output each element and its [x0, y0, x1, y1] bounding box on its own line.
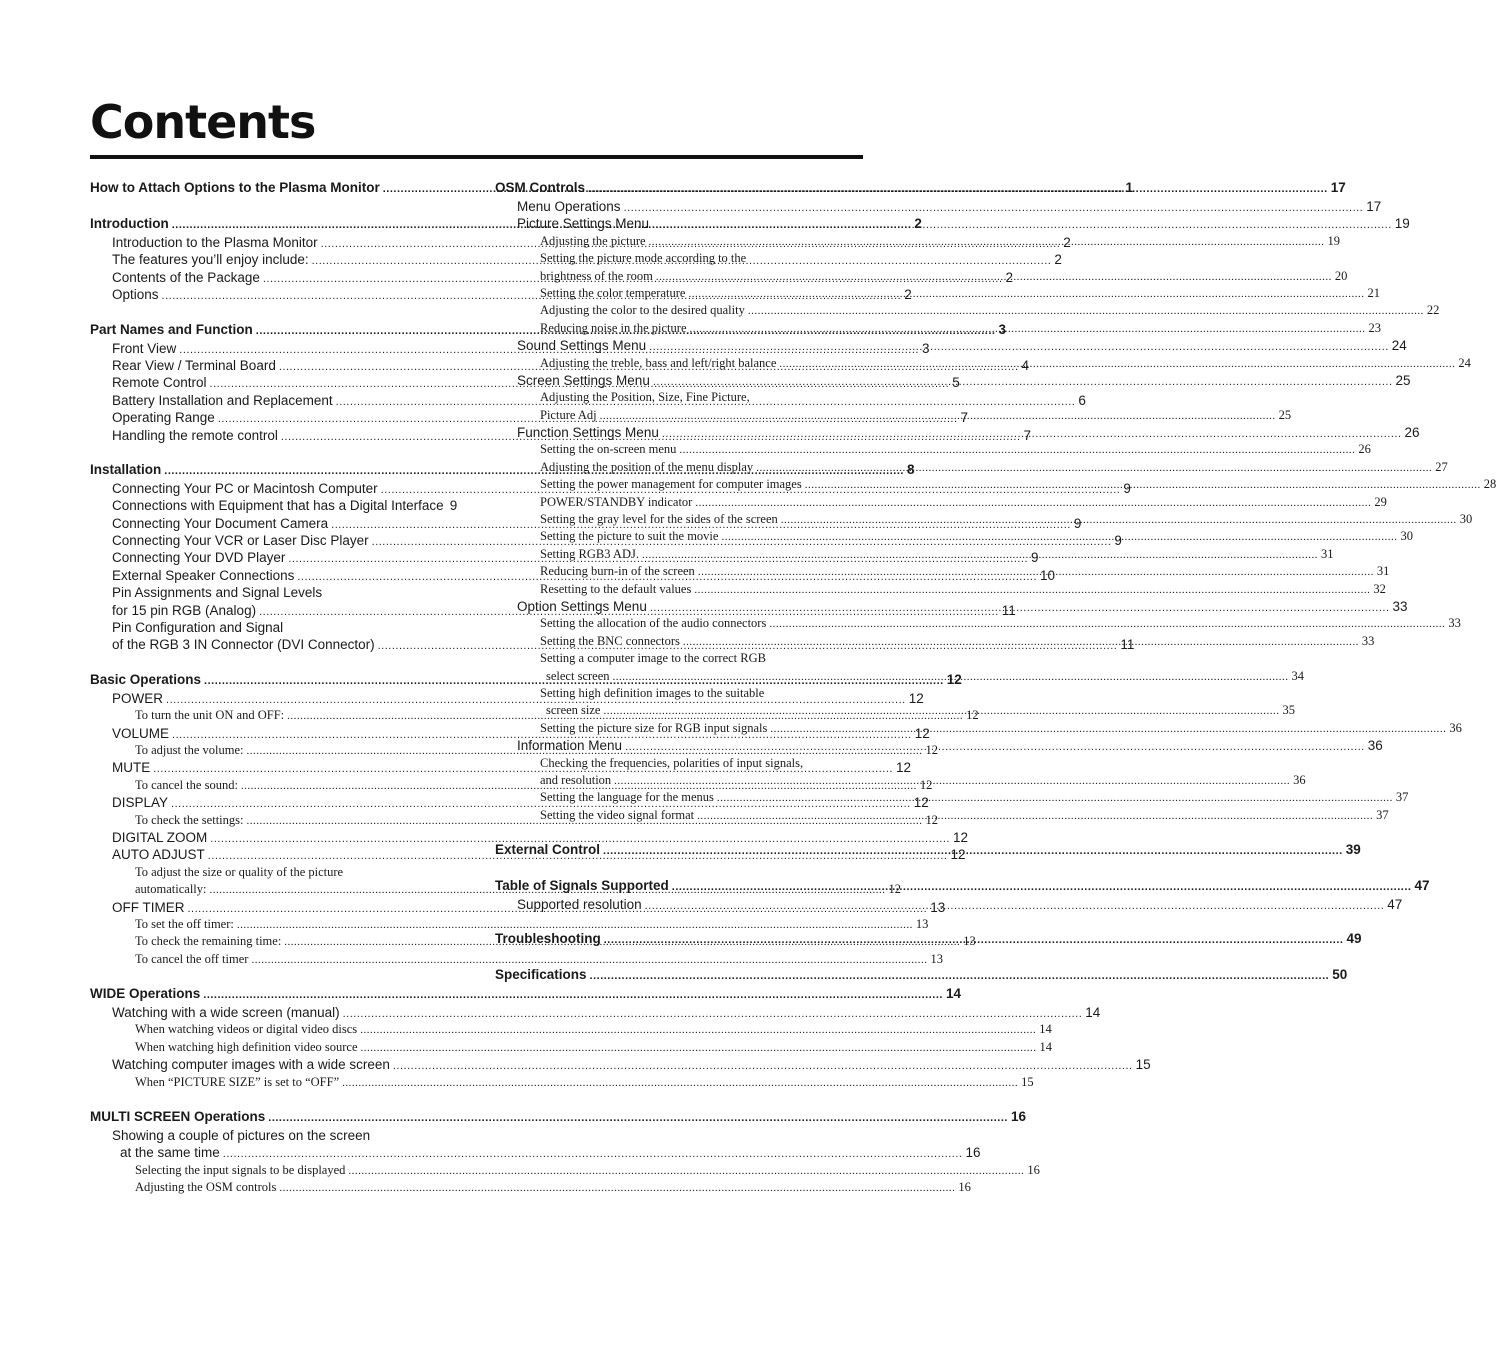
toc-entry-title: Connecting Your Document Camera [112, 515, 329, 531]
dot-leader [624, 200, 1364, 217]
toc-page-number: 9 [1031, 550, 1039, 566]
toc-entry-title: Option Settings Menu [517, 598, 647, 614]
dot-leader [679, 442, 1355, 459]
toc-page-number: 11 [1001, 602, 1016, 618]
toc-entry[interactable] [495, 494, 1387, 511]
toc-entry-title: VOLUME [112, 725, 170, 741]
toc-entry-title: Installation [90, 461, 162, 477]
toc-entry-title: brightness of the room [540, 268, 653, 283]
toc-entry-title: Setting the video signal format [540, 807, 695, 822]
toc-section-heading[interactable] [90, 984, 961, 1004]
toc-entry[interactable] [90, 619, 454, 636]
toc-entry[interactable] [495, 233, 1341, 250]
toc-page-number: 13 [930, 899, 946, 915]
toc-entry[interactable] [495, 285, 1380, 302]
toc-entry-title: for 15 pin RGB (Analog) [112, 602, 257, 618]
toc-page-number: 49 [1346, 931, 1362, 947]
toc-entry-title: How to Attach Options to the Plasma Monitor [90, 180, 380, 195]
toc-page-number: 12 [895, 760, 911, 776]
toc-entry[interactable] [495, 407, 1292, 424]
toc-entry[interactable] [495, 528, 1413, 545]
toc-entry-title: Connecting Your PC or Macintosh Computer [112, 480, 378, 496]
toc-entry-title: and resolution [540, 772, 612, 787]
toc-entry-title: Supported resolution [517, 897, 642, 913]
toc-page-number: 16 [1010, 1109, 1026, 1125]
dot-leader [683, 634, 1359, 651]
toc-entry-title: Battery Installation and Replacement [112, 392, 333, 408]
toc-entry[interactable] [90, 1074, 1034, 1091]
toc-page-number: 14 [1039, 1022, 1052, 1037]
dot-leader [603, 703, 1279, 720]
dot-leader [694, 582, 1370, 599]
toc-entry-title: To adjust the volume: [135, 742, 244, 757]
dot-leader [690, 321, 1366, 338]
toc-entry-title: Connecting Your DVD Player [112, 550, 286, 566]
toc-entry[interactable] [495, 755, 859, 772]
toc-page-number: 13 [963, 934, 976, 949]
toc-entry-title: When watching videos or digital video discs [135, 1022, 358, 1037]
toc-entry-title: Rear View / Terminal Board [112, 357, 276, 373]
dot-leader [770, 721, 1446, 738]
toc-entry-title: Setting RGB3 ADJ. [540, 546, 639, 561]
toc-page-number: 30 [1459, 512, 1473, 527]
toc-entry[interactable] [495, 372, 1411, 389]
toc-entry[interactable] [495, 511, 1473, 528]
toc-page-number: 29 [1374, 494, 1387, 509]
toc-entry-title: at the same time [120, 1145, 220, 1161]
toc-page-number: 12 [913, 795, 929, 811]
dot-leader [360, 1022, 1036, 1039]
toc-page-number: 23 [1368, 320, 1381, 335]
toc-entry-title: Introduction [90, 216, 169, 231]
toc-entry-title: Remote Control [112, 375, 207, 391]
toc-page-number: 1 [1125, 180, 1133, 195]
dot-leader [613, 669, 1289, 686]
toc-page-number: 2 [1054, 252, 1062, 268]
toc-entry-title: To cancel the sound: [135, 777, 238, 792]
toc-entry[interactable] [90, 1039, 1053, 1056]
dot-leader [756, 460, 1432, 477]
toc-entry-title: Adjusting the Position, Size, Fine Picture, [540, 390, 750, 405]
toc-entry-title: Menu Operations [517, 199, 621, 214]
toc-entry-title: Setting the allocation of the audio connectors [540, 616, 767, 631]
toc-entry-title: Checking the frequencies, polarities of input signals, [540, 755, 804, 770]
dot-leader [805, 477, 1481, 494]
toc-page-number: 36 [1449, 720, 1462, 735]
toc-entry-title: OSM Controls [495, 180, 585, 195]
toc-entry-title: Picture Adj [540, 407, 597, 422]
toc-page-number: 34 [1291, 668, 1305, 683]
toc-entry-title: Adjusting the OSM controls [135, 1180, 277, 1195]
toc-entry-title: Adjusting the position of the menu display [540, 459, 754, 474]
title-rule [90, 155, 863, 159]
toc-page-number: 12 [908, 690, 924, 706]
toc-page-number: 24 [1458, 355, 1471, 370]
toc-entry-title: AUTO ADJUST [112, 847, 205, 863]
dot-leader [748, 303, 1424, 320]
toc-entry[interactable] [90, 1162, 1040, 1179]
toc-page-number: 33 [1361, 633, 1375, 648]
toc-page-number: 17 [1330, 180, 1346, 195]
toc-entry-title: Showing a couple of pictures on the screen [112, 1128, 371, 1144]
toc-page-number: 9 [1114, 533, 1122, 549]
dot-leader [697, 808, 1373, 825]
toc-entry-title: of the RGB 3 IN Connector (DVI Connector) [112, 637, 375, 653]
toc-entry-title: Part Names and Function [90, 321, 253, 337]
toc-entry[interactable] [90, 1004, 1101, 1021]
dot-leader [614, 773, 1290, 790]
toc-page-number: 31 [1376, 564, 1390, 579]
toc-entry-title: screen size [546, 703, 601, 718]
toc-page-number: 9 [1123, 480, 1131, 496]
toc-entry-title: OFF TIMER [112, 899, 185, 915]
toc-entry[interactable] [495, 685, 859, 702]
toc-entry[interactable] [495, 337, 1407, 354]
dot-leader [688, 286, 1364, 303]
toc-entry[interactable] [90, 864, 454, 881]
toc-page-number: 28 [1483, 477, 1496, 492]
toc-entry[interactable] [495, 389, 859, 406]
toc-entry-title: Contents of the Package [112, 269, 260, 285]
toc-entry-title: Setting the gray level for the sides of the screen [540, 512, 778, 527]
toc-page-number: 22 [1426, 303, 1440, 318]
toc-entry-title: Watching with a wide screen (manual) [112, 1005, 340, 1021]
toc-entry-title: Watching computer images with a wide screen [112, 1057, 390, 1073]
toc-entry-title: WIDE Operations [90, 986, 201, 1002]
dot-leader [662, 426, 1402, 443]
toc-page-number: 12 [919, 777, 933, 792]
toc-entry[interactable] [90, 497, 458, 514]
toc-entry[interactable] [495, 615, 1461, 632]
toc-entry-title: Front View [112, 340, 177, 356]
toc-page-number: 12 [925, 812, 938, 827]
dot-leader [342, 1075, 1018, 1092]
dot-leader [343, 1006, 1083, 1023]
toc-page-number: 12 [966, 708, 979, 723]
toc-entry[interactable] [495, 250, 859, 267]
toc-entry-title: Resetting to the default values [540, 581, 692, 596]
toc-entry[interactable] [90, 1179, 971, 1196]
toc-entry[interactable] [495, 302, 1440, 319]
toc-entry-title: External Speaker Connections [112, 567, 295, 583]
toc-entry-title: Reducing noise in the picture [540, 320, 687, 335]
toc-page-number: 11 [1120, 637, 1135, 653]
toc-entry[interactable] [495, 459, 1448, 476]
toc-entry[interactable] [495, 424, 1420, 441]
toc-entry[interactable] [90, 829, 968, 846]
toc-entry-title: Connecting Your VCR or Laser Disc Player [112, 533, 369, 549]
toc-page-number: 2 [1005, 269, 1014, 285]
toc-entry-title: select screen [546, 668, 610, 683]
toc-entry[interactable] [90, 1056, 1151, 1073]
dot-leader [603, 841, 1343, 861]
dot-leader [672, 877, 1412, 897]
toc-page-number: 30 [1400, 529, 1413, 544]
toc-entry[interactable] [90, 1144, 981, 1161]
toc-page-number: 5 [952, 375, 960, 391]
dot-leader [268, 1108, 1008, 1128]
toc-entry[interactable] [495, 198, 1382, 215]
toc-entry-title: To turn the unit ON and OFF: [135, 708, 285, 723]
toc-page-number: 27 [1435, 459, 1448, 474]
toc-entry-title: Selecting the input signals to be displayed [135, 1162, 346, 1177]
toc-page-number: 12 [952, 829, 968, 845]
section-gap [90, 1091, 454, 1103]
toc-page-number: 26 [1358, 442, 1371, 457]
toc-entry-title: Setting the on-screen menu [540, 442, 677, 457]
toc-page-number: 3 [921, 340, 930, 356]
toc-entry-title: Handling the remote control [112, 427, 278, 443]
toc-page-number: 13 [930, 951, 943, 966]
dot-leader [717, 790, 1393, 807]
toc-entry-title: Pin Configuration and Signal [112, 620, 284, 636]
section-gap [495, 824, 859, 836]
section-gap [495, 949, 859, 961]
toc-page-number: 12 [925, 742, 938, 757]
toc-entry-title: Setting the picture to suit the movie [540, 529, 719, 544]
toc-entry-title: Setting the picture size for RGB input signals [540, 720, 768, 735]
toc-entry-title: Reducing burn-in of the screen [540, 564, 695, 579]
toc-entry-title: Setting high definition images to the suitable [540, 685, 765, 700]
toc-entry-title: Basic Operations [90, 671, 202, 687]
toc-entry[interactable] [495, 650, 859, 667]
dot-leader [361, 1040, 1037, 1057]
dot-leader [590, 966, 1330, 986]
toc-page-number: 47 [1387, 897, 1403, 913]
toc-entry-title: Troubleshooting [495, 931, 601, 947]
toc-section-heading[interactable] [90, 1107, 1026, 1127]
toc-entry-title: External Control [495, 842, 601, 858]
toc-page-number: 16 [958, 1180, 971, 1195]
toc-entry-title: When “PICTURE SIZE” is set to “OFF” [135, 1074, 340, 1089]
toc-entry[interactable] [495, 355, 1471, 372]
toc-page-number: 33 [1392, 598, 1408, 614]
toc-page-number: 12 [946, 671, 962, 687]
toc-entry-title: Adjusting the picture [540, 233, 646, 248]
toc-entry-title: When watching high definition video source [135, 1039, 358, 1054]
dot-leader [642, 547, 1318, 564]
toc-page-number: 25 [1278, 407, 1292, 422]
page-title: Contents [90, 95, 316, 149]
toc-page-number: 12 [888, 882, 902, 897]
dot-leader [604, 930, 1344, 950]
toc-page-number: 25 [1395, 372, 1411, 388]
toc-page-number: 2 [914, 216, 922, 231]
toc-page-number: 35 [1282, 703, 1295, 718]
toc-page-number: 2 [1063, 235, 1071, 250]
toc-entry-title: Setting the power management for computer images [540, 477, 802, 492]
toc-entry-title: Operating Range [112, 410, 215, 426]
toc-entry[interactable] [495, 476, 1496, 493]
toc-entry-title: POWER [112, 690, 164, 706]
toc-entry-title: MUTE [112, 760, 151, 776]
toc-page-number: 15 [1021, 1074, 1034, 1089]
dot-leader [625, 739, 1365, 756]
toc-page-number: 6 [1078, 392, 1086, 408]
toc-entry-title: Table of Signals Supported [495, 878, 669, 894]
toc-page-number: 10 [1040, 567, 1056, 583]
toc-page-number: 12 [950, 847, 966, 863]
section-gap [90, 198, 454, 210]
toc-entry[interactable] [495, 441, 1371, 458]
toc-page-number: 14 [1085, 1005, 1101, 1021]
toc-entry-title: To check the settings: [135, 812, 244, 827]
dot-leader [695, 495, 1371, 512]
toc-page-number: 7 [1023, 427, 1032, 443]
toc-page-number: 21 [1367, 285, 1380, 300]
toc-entry-title: To check the remaining time: [135, 934, 282, 949]
toc-entry-title: Setting the picture mode according to the [540, 251, 747, 266]
toc-entry-title: Pin Assignments and Signal Levels [112, 585, 323, 601]
toc-page-number: 4 [1021, 357, 1030, 373]
toc-entry[interactable] [495, 320, 1381, 337]
dot-leader [588, 179, 1328, 199]
dot-leader [779, 356, 1455, 373]
toc-page-number: 9 [1073, 515, 1082, 531]
toc-section-heading[interactable] [495, 965, 1348, 985]
toc-page-number: 12 [914, 725, 930, 741]
dot-leader [781, 512, 1457, 529]
dot-leader [600, 408, 1276, 425]
toc-entry-title: automatically: [135, 882, 207, 897]
toc-page-number: 47 [1414, 878, 1430, 894]
dot-leader [769, 616, 1445, 633]
toc-entry[interactable] [90, 951, 943, 968]
dot-leader [652, 217, 1392, 234]
toc-page-number: 16 [1027, 1162, 1040, 1177]
dot-leader [656, 269, 1332, 286]
toc-page-number: 17 [1366, 199, 1382, 214]
toc-entry-title: Function Settings Menu [517, 425, 659, 441]
toc-entry-title: Adjusting the treble, bass and left/right balance [540, 355, 777, 370]
toc-page-number: 50 [1332, 967, 1348, 983]
toc-section-heading[interactable] [495, 178, 1346, 198]
toc-entry-title: Screen Settings Menu [517, 372, 650, 388]
section-gap [495, 860, 859, 872]
toc-page-number: 37 [1376, 807, 1389, 822]
toc-page-number: 13 [915, 916, 929, 931]
toc-page-number: 3 [998, 321, 1006, 337]
toc-entry-title: To cancel the off timer [135, 951, 249, 966]
toc-entry-title: Setting the color temperature [540, 285, 686, 300]
toc-page-number: 2 [904, 287, 912, 303]
toc-entry-title: Setting a computer image to the correct RGB [540, 651, 766, 666]
toc-entry-title: Options [112, 287, 159, 303]
toc-page-number: 15 [1135, 1057, 1151, 1073]
toc-page-number: 16 [965, 1145, 981, 1161]
toc-page-number: 24 [1391, 338, 1407, 354]
dot-leader [645, 898, 1385, 915]
toc-page-number: 8 [906, 461, 915, 477]
toc-page-number: 14 [945, 986, 961, 1002]
toc-entry[interactable] [495, 268, 1348, 285]
toc-page-number: 9 [449, 498, 458, 514]
section-gap [90, 968, 454, 980]
toc-page-number: 20 [1334, 268, 1348, 283]
toc-page-number: 32 [1373, 581, 1386, 596]
toc-page-number: 26 [1404, 425, 1420, 441]
toc-page-number: 31 [1320, 546, 1334, 561]
toc-entry-title: DISPLAY [112, 795, 169, 811]
toc-page-number: 37 [1395, 790, 1409, 805]
toc-entry[interactable] [495, 546, 1334, 563]
toc-entry[interactable] [90, 1021, 1052, 1038]
toc-entry-title: MULTI SCREEN Operations [90, 1109, 266, 1125]
toc-entry-title: Sound Settings Menu [517, 338, 647, 354]
toc-page-number: 39 [1345, 842, 1361, 858]
toc-page-number: 36 [1367, 738, 1383, 754]
toc-entry-title: The features you’ll enjoy include: [112, 252, 309, 268]
toc-entry-title: DIGITAL ZOOM [112, 829, 208, 845]
toc-entry-title: Specifications [495, 967, 587, 983]
toc-entry-title: POWER/STANDBY indicator [540, 494, 693, 509]
toc-page-number: 33 [1448, 616, 1461, 631]
toc-entry-title: Adjusting the color to the desired quality [540, 303, 745, 318]
toc-entry-title: Setting the language for the menus [540, 790, 714, 805]
dot-leader [279, 1180, 955, 1197]
toc-entry[interactable] [90, 584, 454, 601]
toc-entry-title: To adjust the size or quality of the picture [135, 864, 344, 879]
toc-entry-title: Information Menu [517, 738, 623, 754]
toc-page-number: 14 [1039, 1039, 1053, 1054]
toc-entry-title: Introduction to the Plasma Monitor [112, 235, 318, 250]
toc-entry[interactable] [90, 1127, 454, 1144]
toc-entry-title: Connections with Equipment that has a Digital Interface [112, 498, 444, 514]
toc-entry-title: Setting the BNC connectors [540, 633, 680, 648]
toc-entry[interactable] [90, 916, 929, 933]
dot-leader [653, 374, 1393, 391]
toc-page-number: 19 [1327, 233, 1341, 248]
dot-leader [348, 1163, 1024, 1180]
toc-page-number: 7 [960, 410, 969, 426]
dot-leader [698, 564, 1374, 581]
toc-entry-title: To set the off timer: [135, 916, 234, 931]
toc-entry-title: Picture Settings Menu [517, 216, 650, 232]
toc-entry[interactable] [495, 581, 1386, 598]
dot-leader [721, 529, 1397, 546]
toc-page-number: 36 [1293, 772, 1306, 787]
toc-entry[interactable] [495, 215, 1410, 232]
toc-page-number: 19 [1394, 216, 1410, 232]
dot-leader [203, 985, 943, 1005]
dot-leader [649, 234, 1325, 251]
